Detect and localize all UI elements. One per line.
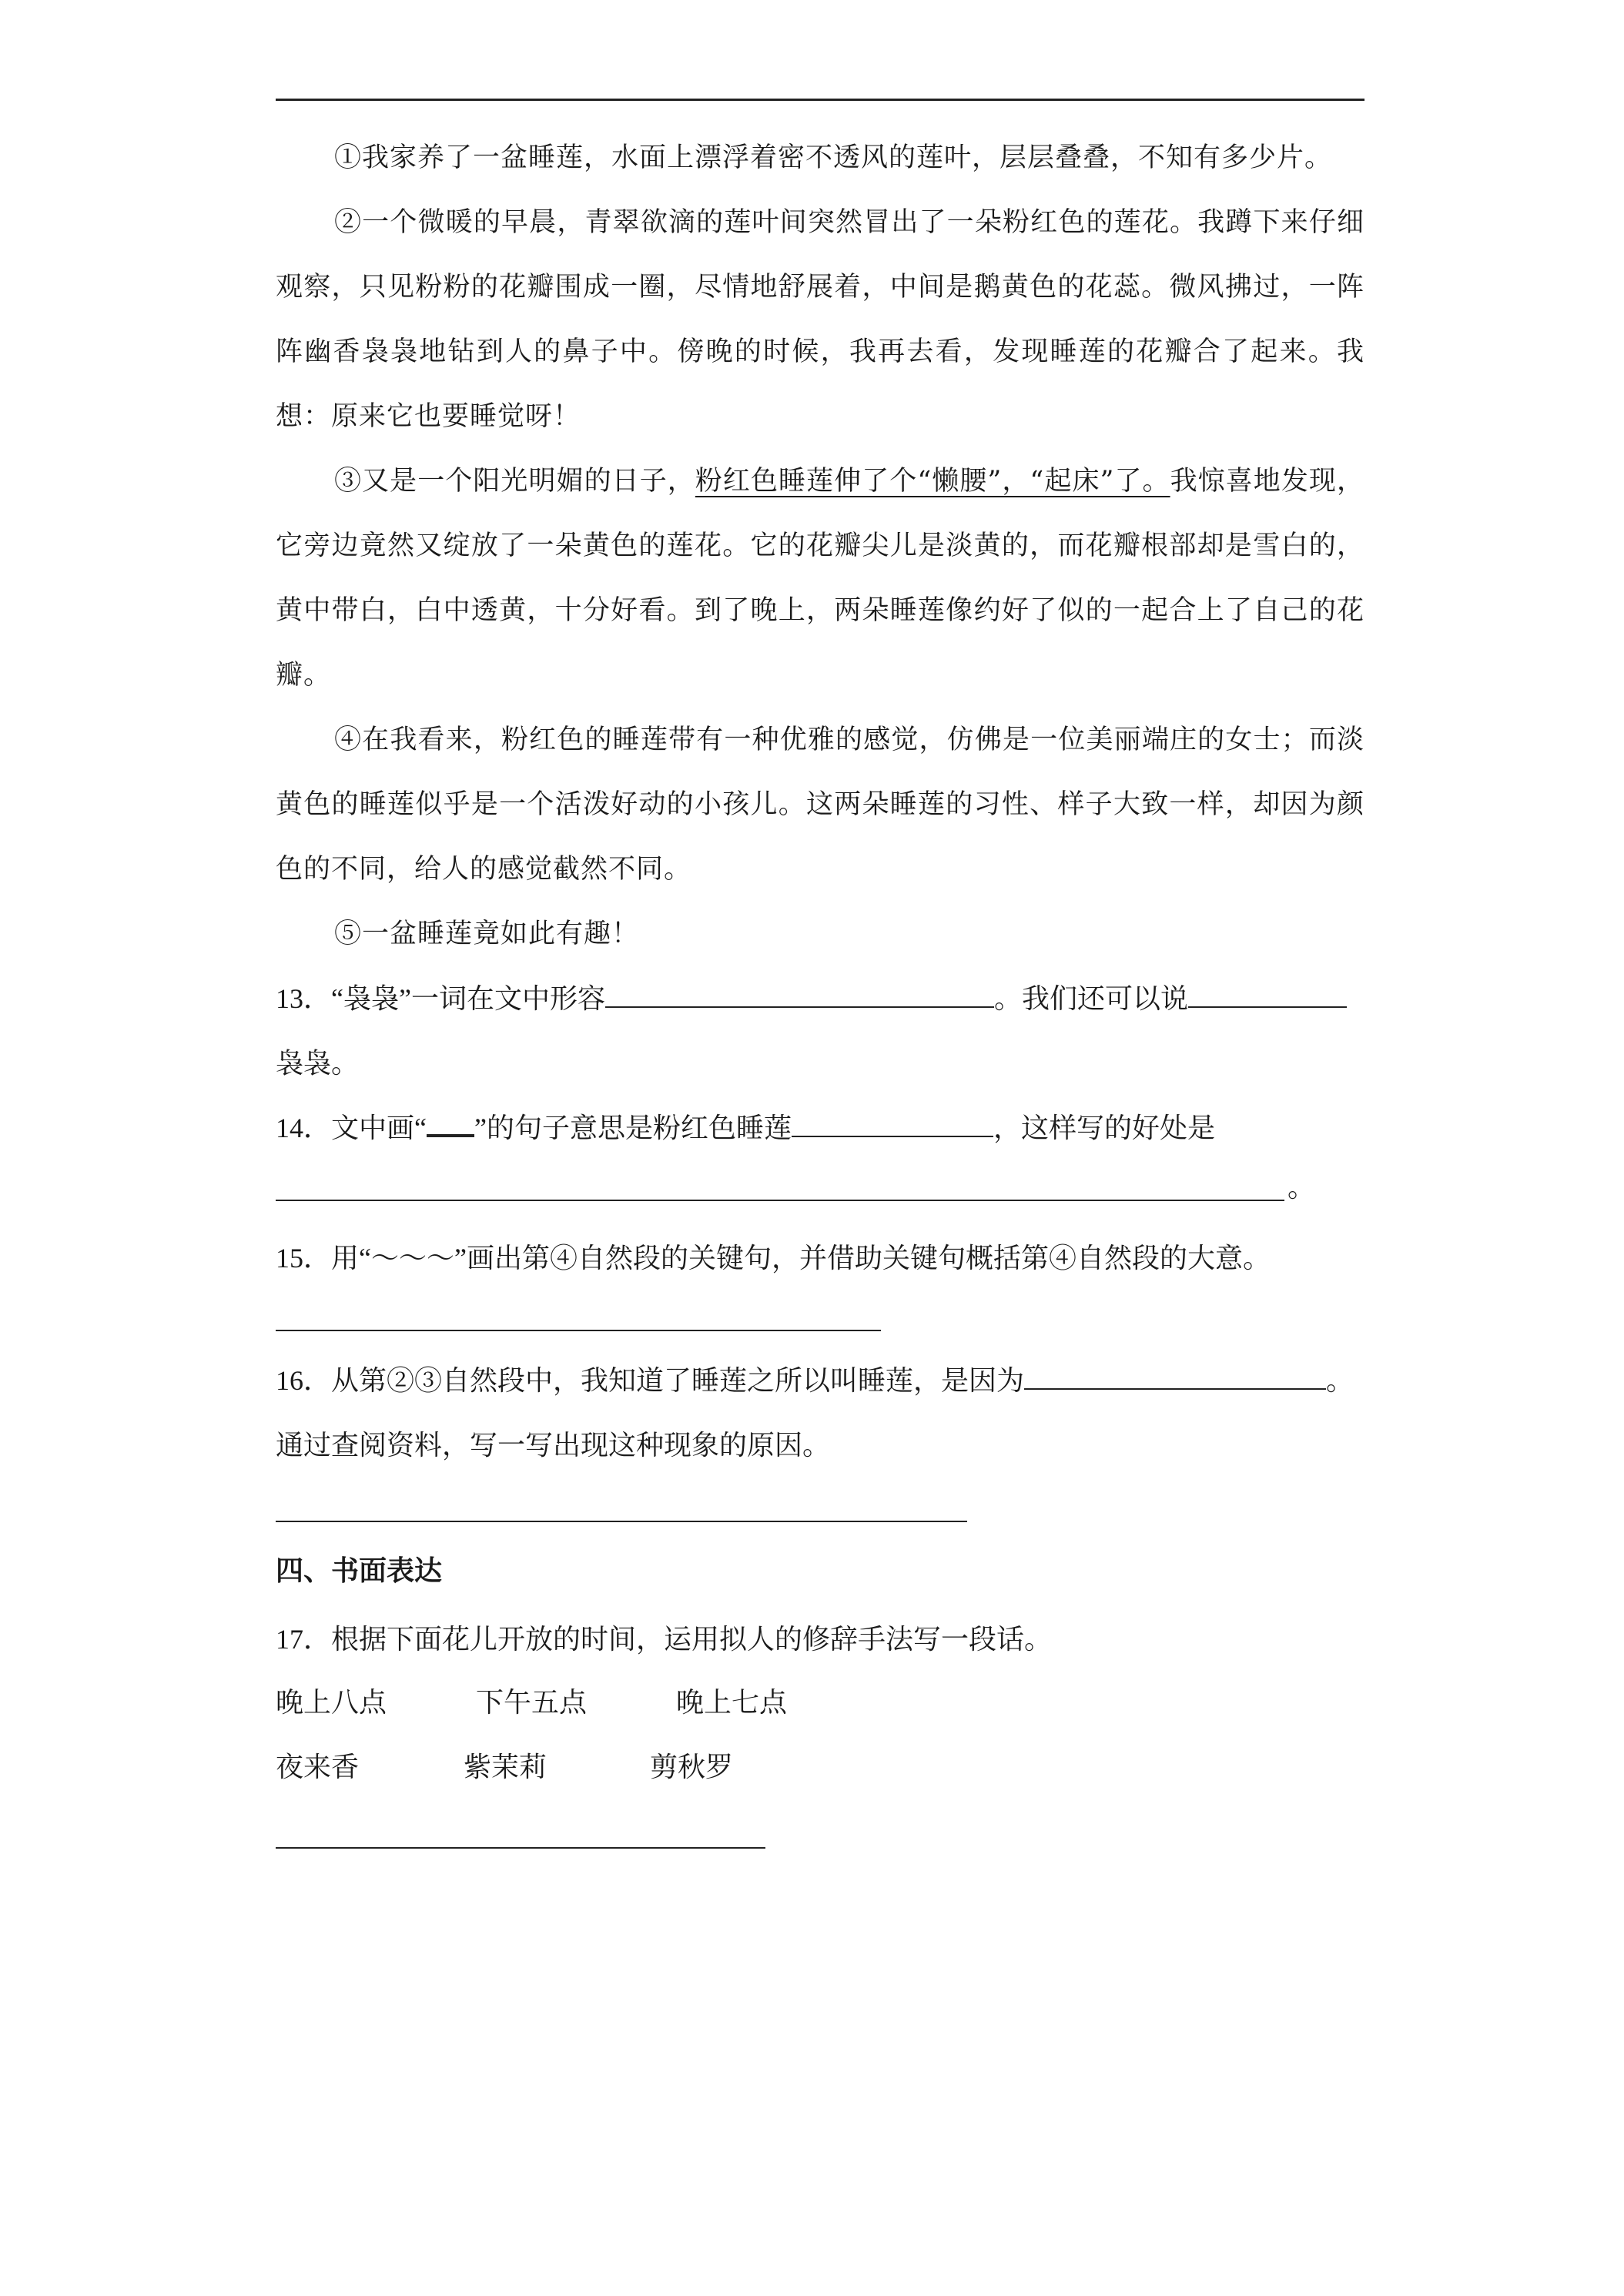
- question-15: 15．用“～～～”画出第④自然段的关键句，并借助关键句概括第④自然段的大意。: [276, 1243, 1271, 1274]
- time-2: 下午五点: [476, 1687, 588, 1718]
- q15-answer-line[interactable]: [276, 1330, 881, 1331]
- q16-blank[interactable]: [1024, 1357, 1326, 1390]
- time-3: 晚上七点: [676, 1687, 788, 1718]
- paragraph-3-start: ③又是一个阳光明媚的日子，: [334, 466, 695, 497]
- flower-3: 剪秋罗: [650, 1752, 734, 1782]
- q14-answer-line[interactable]: [276, 1200, 1284, 1201]
- paragraph-5: ⑤一盆睡莲竟如此有趣！: [334, 919, 640, 949]
- question-17: 17．根据下面花儿开放的时间，运用拟人的修辞手法写一段话。: [276, 1624, 1053, 1655]
- underlined-sentence: 粉红色睡莲伸了个“懒腰”，“起床”了。: [695, 466, 1170, 497]
- paragraph-2: ②一个微暖的早晨，青翠欲滴的莲叶间突然冒出了一朵粉红色的莲花。我蹲下来仔细观察，只见粉粉的花瓣围成一圈，尽情地舒展着，中间是鹅黄色的花蕊。微风拂过，一阵阵幽香袅袅地钻到人的鼻子中。傍晚的时候，我再去看，发现睡莲的花瓣合了起来。我想：原来它也要睡觉呀！: [276, 207, 1364, 432]
- top-rule: [276, 99, 1364, 101]
- q16-answer-line[interactable]: [276, 1521, 967, 1522]
- q17-answer-line[interactable]: [276, 1847, 765, 1849]
- question-13: 13．“袅袅”一词在文中形容 。我们还可以说: [276, 966, 1364, 1031]
- time-1: 晚上八点: [276, 1687, 387, 1718]
- question-16: 16．从第②③自然段中，我知道了睡莲之所以叫睡莲，是因为 。: [276, 1348, 1364, 1413]
- question-16-cont: 通过查阅资料，写一写出现这种现象的原因。: [276, 1430, 831, 1461]
- q13-blank-2[interactable]: [1188, 976, 1347, 1008]
- q13-blank-1[interactable]: [605, 976, 994, 1008]
- underline-symbol: [427, 1103, 474, 1137]
- paragraph-4: ④在我看来，粉红色的睡莲带有一种优雅的感觉，仿佛是一位美丽端庄的女士；而淡黄色的睡莲似乎是一个活泼好动的小孩儿。这两朵睡莲的习性、样子大致一样，却因为颜色的不同，给人的感觉截然不同。: [276, 725, 1364, 885]
- q14-end-mark: 。: [1287, 1172, 1316, 1203]
- flower-2: 紫茉莉: [464, 1752, 547, 1782]
- question-14: 14．文中画“ ”的句子意思是粉红色睡莲 ，这样写的好处是: [276, 1096, 1364, 1160]
- paragraph-3-end: 我惊喜地发现，它旁边竟然又绽放了一朵黄色的莲花。它的花瓣尖儿是淡黄的，而花瓣根部却是雪白的，黄中带白，白中透黄，十分好看。到了晚上，两朵睡莲像约好了似的一起合上了自己的花瓣。: [276, 466, 1364, 691]
- paragraph-3: [276, 449, 1364, 708]
- paragraph-1: ①我家养了一盆睡莲，水面上漂浮着密不透风的莲叶，层层叠叠，不知有多少片。: [334, 142, 1333, 173]
- flower-1: 夜来香: [276, 1752, 360, 1782]
- q14-blank-1[interactable]: [792, 1105, 993, 1137]
- section-4-title: 四、书面表达: [276, 1555, 443, 1586]
- question-13-cont: 袅袅。: [276, 1048, 360, 1079]
